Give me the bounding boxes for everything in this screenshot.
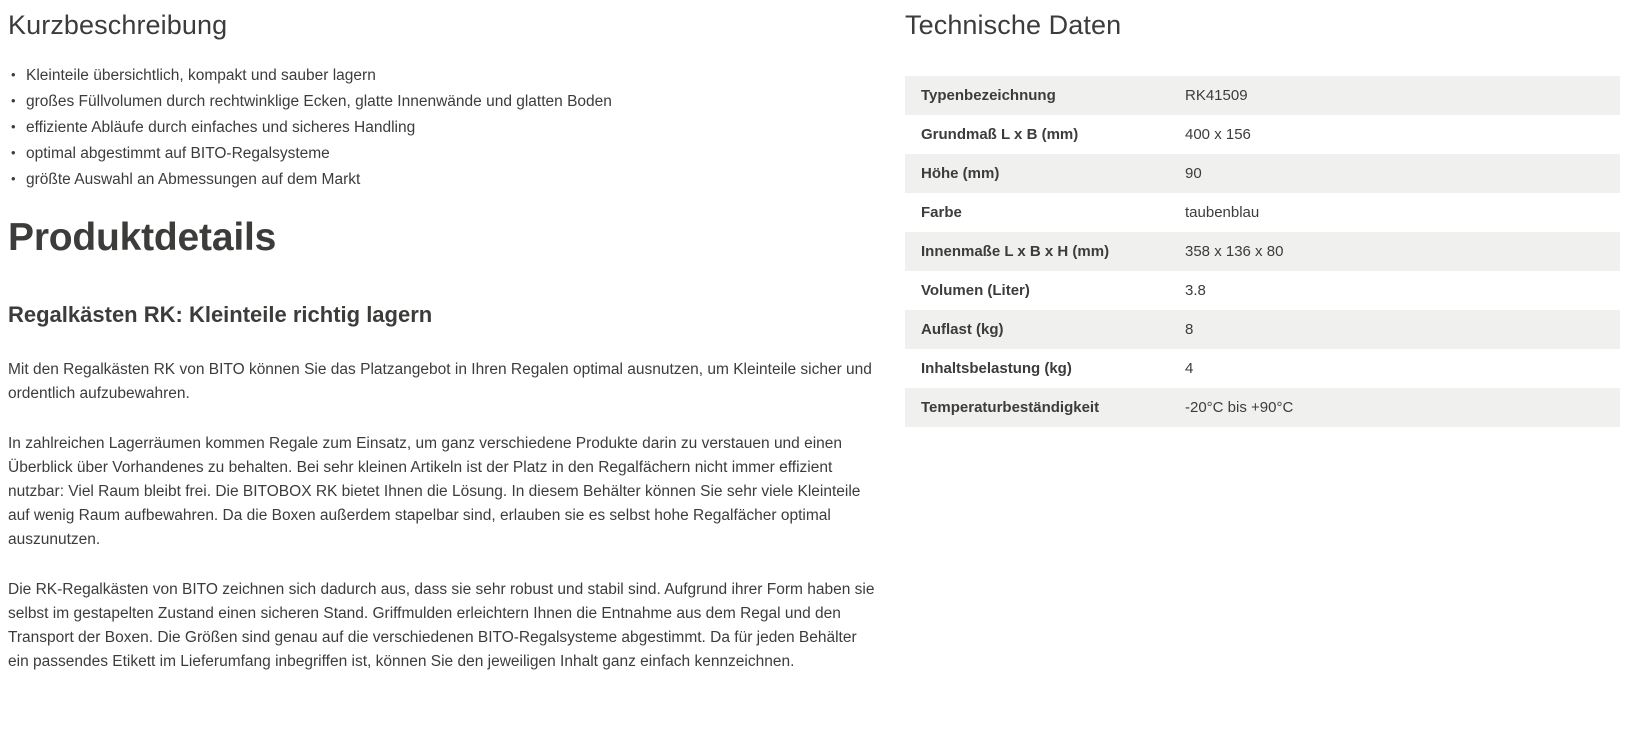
paragraph-properties: Die RK-Regalkästen von BITO zeichnen sich dadurch aus, dass sie sehr robust und stabil sind. Aufgrund ihrer Form haben sie selbst im gestapelten Zustand einen sicheren Stand. Griffmulden erleichtern Ihnen die Entnahme aus dem Regal und den Transport der Boxen. Die Größen sind genau auf die verschiedenen BITO-Regalsysteme abgestimmt. Da für jeden Behälter ein passendes Etikett im Lieferumfang inbegriffen ist, können Sie den jeweiligen Inhalt ganz einfach kennzeichnen. xyxy=(8,581,875,670)
technical-data-table xyxy=(905,76,1620,427)
spec-value: taubenblau xyxy=(1185,204,1260,221)
product-details-heading: Produktdetails xyxy=(8,216,277,259)
table-row xyxy=(905,154,1620,193)
table-row xyxy=(905,271,1620,310)
short-description-heading: Kurzbeschreibung xyxy=(8,10,228,40)
list-item: • Kleinteile übersichtlich, kompakt und sauber lagern xyxy=(8,64,888,88)
list-item: • größte Auswahl an Abmessungen auf dem Markt xyxy=(8,168,888,192)
product-subtitle: Regalkästen RK: Kleinteile richtig lagern xyxy=(8,302,433,327)
spec-value: 358 x 136 x 80 xyxy=(1185,243,1284,260)
spec-label: Typenbezeichnung xyxy=(921,87,1056,104)
table-row xyxy=(905,232,1620,271)
table-row xyxy=(905,349,1620,388)
spec-label: Farbe xyxy=(921,204,962,221)
paragraph-usage: In zahlreichen Lagerräumen kommen Regale zum Einsatz, um ganz verschiedene Produkte darin zu verstauen und einen Überblick über Vorhandenes zu behalten. Bei sehr kleinen Artikeln ist der Platz in den Regalfächern nicht immer effizient nutzbar: Viel Raum bleibt frei. Die BITOBOX RK bietet Ihnen die Lösung. In diesem Behälter können Sie sehr viele Kleinteile auf wenig Raum aufbewahren. Da die Boxen außerdem stapelbar sind, erlauben sie es selbst hohe Regalfächer optimal auszunutzen. xyxy=(8,435,861,548)
spec-label: Volumen (Liter) xyxy=(921,282,1030,299)
table-row xyxy=(905,388,1620,427)
paragraph-intro: Mit den Regalkästen RK von BITO können Sie das Platzangebot in Ihren Regalen optimal ausnutzen, um Kleinteile sicher und ordentlich aufzubewahren. xyxy=(8,361,872,402)
table-row xyxy=(905,310,1620,349)
technical-data-heading: Technische Daten xyxy=(905,10,1122,40)
spec-label: Grundmaß L x B (mm) xyxy=(921,126,1079,143)
table-row xyxy=(905,76,1620,115)
spec-value: RK41509 xyxy=(1185,87,1248,104)
spec-value: 8 xyxy=(1185,321,1194,338)
spec-label: Innenmaße L x B x H (mm) xyxy=(921,243,1110,260)
short-description-list xyxy=(8,64,888,192)
table-row xyxy=(905,115,1620,154)
spec-value: 4 xyxy=(1185,360,1194,377)
list-item: • effiziente Abläufe durch einfaches und sicheres Handling xyxy=(8,116,888,140)
spec-value: 3.8 xyxy=(1185,282,1206,299)
spec-value: 90 xyxy=(1185,165,1202,182)
spec-value: 400 x 156 xyxy=(1185,126,1251,143)
right-content-column xyxy=(905,0,1620,427)
list-item: • großes Füllvolumen durch rechtwinklige Ecken, glatte Innenwände und glatten Boden xyxy=(8,90,888,114)
list-item: • optimal abgestimmt auf BITO-Regalsysteme xyxy=(8,142,888,166)
table-row xyxy=(905,193,1620,232)
spec-label: Auflast (kg) xyxy=(921,321,1004,338)
spec-value: -20°C bis +90°C xyxy=(1185,399,1294,416)
spec-label: Höhe (mm) xyxy=(921,165,1000,182)
left-content-column xyxy=(8,0,888,674)
spec-label: Temperaturbeständigkeit xyxy=(921,399,1100,416)
spec-label: Inhaltsbelastung (kg) xyxy=(921,360,1072,377)
